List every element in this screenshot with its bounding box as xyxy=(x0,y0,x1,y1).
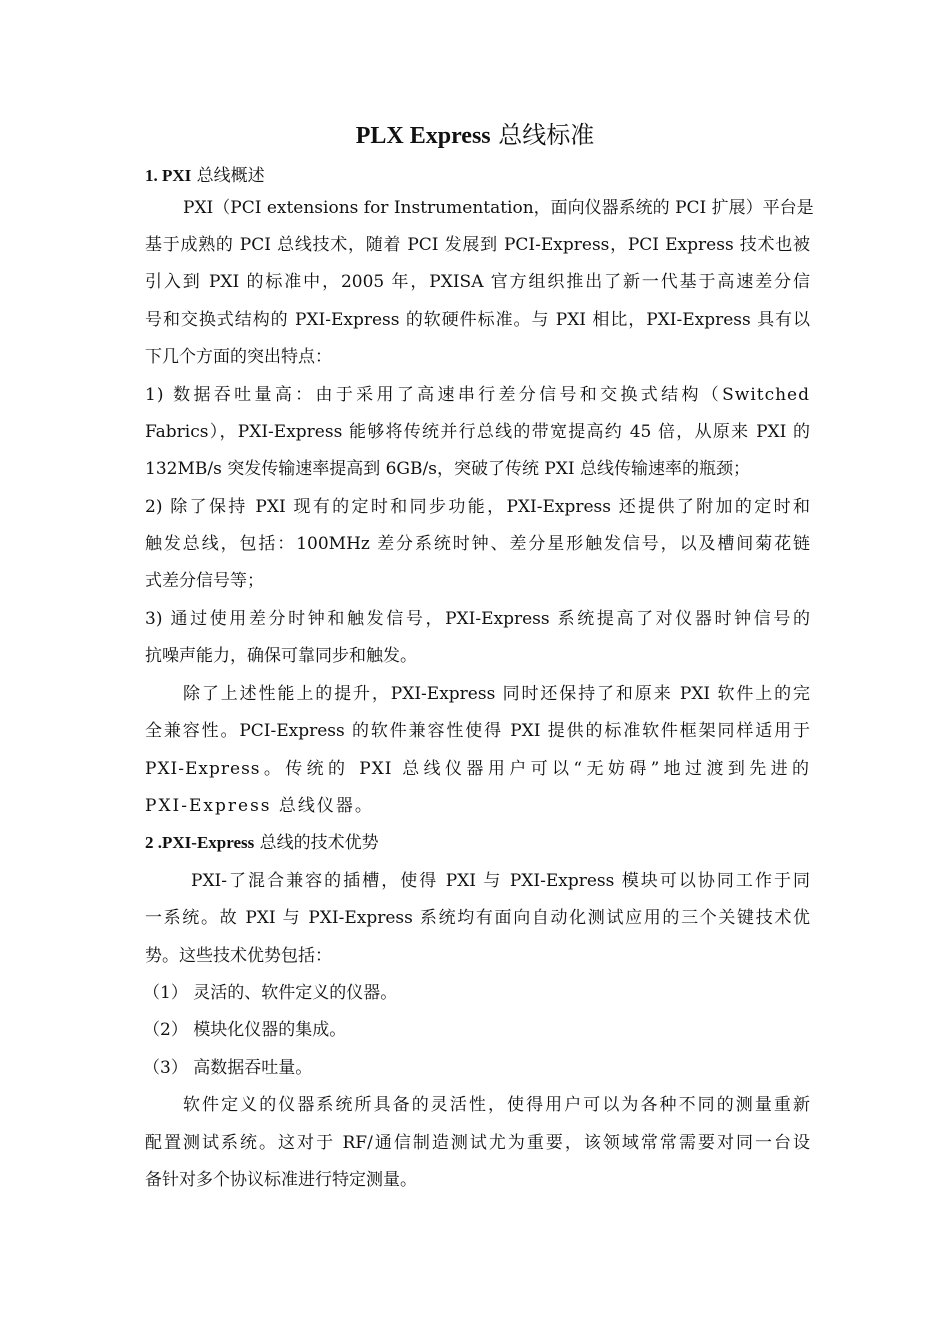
paragraph-line: 备针对多个协议标准进行特定测量。 xyxy=(145,1170,417,1190)
paragraph-line: 配置测试系统。这对于 RF/通信制造测试尤为重要，该领域常常需要对同一台设 xyxy=(145,1133,810,1153)
paragraph-line: 号和交换式结构的 PXI-Express 的软硬件标准。与 PXI 相比，PXI-Express 具有以 xyxy=(145,310,810,330)
list-item-line: Fabrics），PXI-Express 能够将传统并行总线的带宽提高约 45 倍，从原来 PXI 的 xyxy=(145,422,810,442)
list-item: （3） 高数据吞吐量。 xyxy=(143,1058,313,1078)
paragraph-line: 下几个方面的突出特点： xyxy=(145,347,332,367)
paragraph-line: 一系统。故 PXI 与 PXI-Express 系统均有面向自动化测试应用的三个关键技术优 xyxy=(145,908,810,928)
list-item-line: 2) 除了保持 PXI 现有的定时和同步功能，PXI-Express 还提供了附加的定时和 xyxy=(145,497,810,517)
title-latin: PLX Express xyxy=(355,123,491,149)
title-cjk: 总线标准 xyxy=(490,121,595,149)
section-1-heading-latin: 1. PXI xyxy=(145,166,192,185)
list-item-line: 抗噪声能力，确保可靠同步和触发。 xyxy=(145,646,417,666)
paragraph-line: PXI-Express。传统的 PXI 总线仪器用户可以“无妨碍”地过渡到先进的 xyxy=(145,759,810,779)
paragraph-line: PXI-了混合兼容的插槽，使得 PXI 与 PXI-Express 模块可以协同工作于同 xyxy=(191,871,810,891)
section-1-heading-cjk: 总线概述 xyxy=(191,166,265,186)
paragraph-line: PXI-Express 总线仪器。 xyxy=(145,796,374,816)
paragraph-line: 全兼容性。PCI-Express 的软件兼容性使得 PXI 提供的标准软件框架同样适用于 xyxy=(145,721,810,741)
section-2-heading-cjk: 总线的技术优势 xyxy=(254,833,379,853)
list-item: （2） 模块化仪器的集成。 xyxy=(143,1020,347,1040)
list-item-line: 1) 数据吞吐量高：由于采用了高速串行差分信号和交换式结构（Switched xyxy=(145,385,810,405)
list-item-line: 132MB/s 突发传输速率提高到 6GB/s，突破了传统 PXI 总线传输速率的瓶颈； xyxy=(145,459,751,479)
paragraph-line: 引入到 PXI 的标准中，2005 年，PXISA 官方组织推出了新一代基于高速差分信 xyxy=(145,272,810,292)
document-title xyxy=(0,118,950,153)
list-item-line: 触发总线，包括：100MHz 差分系统时钟、差分星形触发信号，以及槽间菊花链 xyxy=(145,534,810,554)
list-item: （1） 灵活的、软件定义的仪器。 xyxy=(143,983,398,1003)
list-item-line: 式差分信号等； xyxy=(145,571,264,591)
paragraph-line: 基于成熟的 PCI 总线技术，随着 PCI 发展到 PCI-Express，PCI Express 技术也被 xyxy=(145,235,810,255)
paragraph-line: 除了上述性能上的提升，PXI-Express 同时还保持了和原来 PXI 软件上的完 xyxy=(183,684,810,704)
paragraph-line: 势。这些技术优势包括： xyxy=(145,946,332,966)
paragraph-line: 软件定义的仪器系统所具备的灵活性，使得用户可以为各种不同的测量重新 xyxy=(183,1095,810,1115)
section-2-heading-latin: 2 .PXI-Express xyxy=(145,833,255,852)
section-2-heading xyxy=(145,830,379,856)
section-1-heading xyxy=(145,163,265,189)
list-item-line: 3) 通过使用差分时钟和触发信号，PXI-Express 系统提高了对仪器时钟信号的 xyxy=(145,609,810,629)
paragraph-line: PXI（PCI extensions for Instrumentation，面向仪器系统的 PCI 扩展）平台是 xyxy=(183,198,814,218)
